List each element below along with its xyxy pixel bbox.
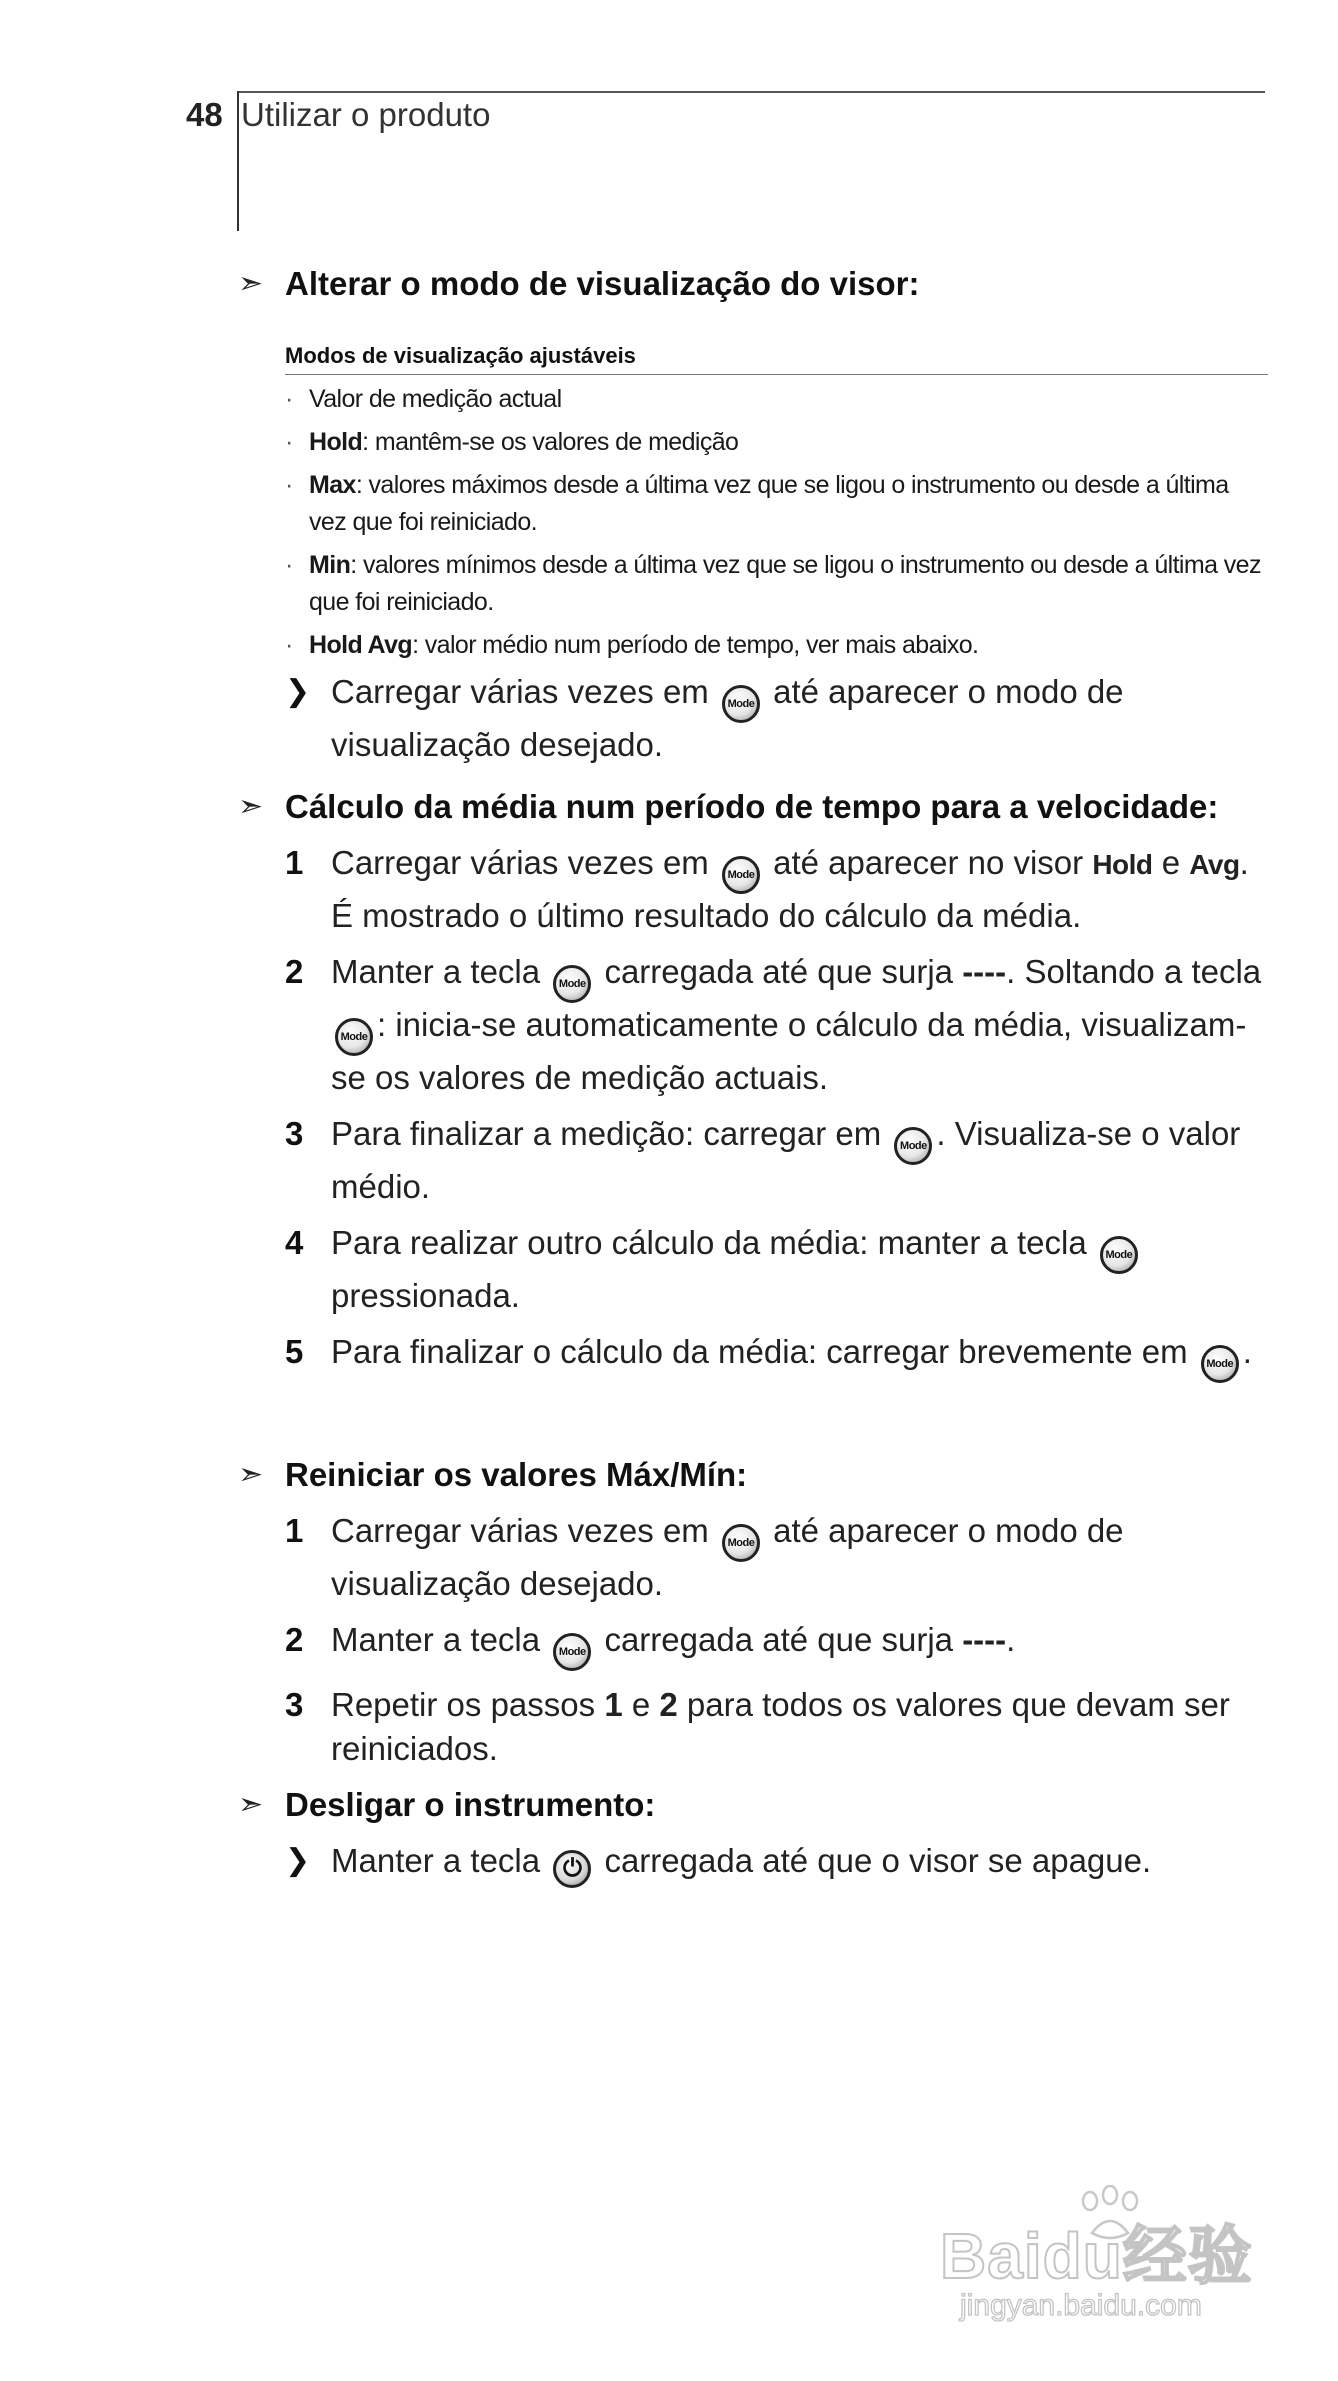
step-text: Manter a tecla (331, 953, 541, 990)
bullet: · (285, 551, 293, 579)
section-arrow-icon: ➣ (238, 1788, 264, 1821)
header-vertical-rule (237, 91, 239, 231)
list-item-text: : mantêm-se os valores de medição (362, 428, 739, 456)
step-number: 2 (285, 1621, 304, 1658)
watermark-logo-text: Baidu经验 (940, 2220, 1253, 2292)
step-text: . Visualiza-se o valor médio. (331, 1115, 1241, 1205)
display-label-avg: Avg (1189, 849, 1240, 880)
action-list (285, 1839, 1268, 1888)
step-text: . (1242, 1333, 1252, 1370)
section-arrow-icon: ➣ (238, 1458, 264, 1491)
step-text: . Soltando a tecla (1006, 953, 1262, 990)
step-ref: 1 (604, 1686, 623, 1723)
list-item (285, 547, 1268, 621)
steps-list (285, 1509, 1268, 1771)
step (285, 950, 1268, 1100)
step (285, 1112, 1268, 1209)
bullet: · (285, 631, 293, 659)
step-text: carregada até que o visor se apague. (604, 1842, 1152, 1879)
step-text: e (1161, 844, 1181, 881)
section-title-text: Desligar o instrumento: (285, 1786, 656, 1823)
list-item (285, 381, 1268, 418)
action-step (285, 1839, 1268, 1888)
list-item-term: Hold Avg (309, 631, 413, 659)
step-text: e (631, 1686, 651, 1723)
page-content (238, 262, 1268, 1900)
header-rule (237, 91, 1265, 93)
running-title: Utilizar o produto (241, 96, 491, 133)
step-ref: 2 (659, 1686, 678, 1723)
step (285, 1330, 1268, 1383)
step-text: Para realizar outro cálculo da média: manter a tecla (331, 1224, 1087, 1261)
step-text: Carregar várias vezes em (331, 673, 709, 710)
section-title-text: Cálculo da média num período de tempo para a velocidade: (285, 788, 1219, 825)
step-text: . (1006, 1621, 1016, 1658)
list-item-text: : valores mínimos desde a última vez que se ligou o instrumento ou desde a última vez que foi reiniciado. (309, 551, 1261, 616)
display-label-hold: Hold (1092, 849, 1153, 880)
section-arrow-icon: ➣ (238, 267, 264, 300)
list-item-text: : valor médio num período de tempo, ver mais abaixo. (412, 631, 979, 659)
bullet: · (285, 471, 293, 499)
baidu-watermark (940, 2185, 1270, 2335)
action-step (285, 670, 1268, 767)
mode-button-icon: Mode (1201, 1345, 1239, 1383)
section-title-text: Reiniciar os valores Máx/Mín: (285, 1456, 748, 1493)
mode-button-icon: Mode (894, 1127, 932, 1165)
mode-button-icon: Mode (1100, 1236, 1138, 1274)
watermark-url: jingyan.baidu.com (960, 2289, 1202, 2322)
step-number: 1 (285, 844, 304, 881)
step-text: Manter a tecla (331, 1621, 541, 1658)
step-number: 3 (285, 1115, 304, 1152)
bullet: · (285, 385, 293, 413)
list-item (285, 424, 1268, 461)
step (285, 1509, 1268, 1606)
step-text: pressionada. (331, 1277, 520, 1314)
list-item-text: Valor de medição actual (309, 385, 562, 413)
step-text: Para finalizar a medição: carregar em (331, 1115, 882, 1152)
chevron-icon: ❯ (285, 1844, 311, 1877)
list-item (285, 467, 1268, 541)
section-title-text: Alterar o modo de visualização do visor: (285, 265, 920, 302)
mode-button-icon: Mode (553, 1633, 591, 1671)
power-button-icon: ⏻ (553, 1850, 591, 1888)
list-item-text: : valores máximos desde a última vez que se ligou o instrumento ou desde a última vez que foi reiniciado. (309, 471, 1229, 536)
section-reset (238, 1453, 1268, 1771)
step-number: 1 (285, 1512, 304, 1549)
step-text: até aparecer o modo de visualização desejado. (331, 1512, 1124, 1602)
mode-button-icon: Mode (722, 1524, 760, 1562)
step (285, 1618, 1268, 1671)
step-text: Repetir os passos (331, 1686, 596, 1723)
step-text: Para finalizar o cálculo da média: carregar brevemente em (331, 1333, 1188, 1370)
action-list (285, 670, 1268, 767)
mode-button-icon: Mode (722, 856, 760, 894)
bullet: · (285, 428, 293, 456)
section-title (238, 1453, 1268, 1497)
step-number: 3 (285, 1686, 304, 1723)
section-title (238, 262, 1268, 306)
step (285, 841, 1268, 938)
step-text: : inicia-se automaticamente o cálculo da média, visualizam-se os valores de medição actuais. (331, 1006, 1247, 1096)
step-number: 5 (285, 1333, 304, 1370)
section-display-mode (238, 262, 1268, 767)
step-text: . É mostrado o último resultado do cálculo da média. (331, 844, 1249, 934)
list-item-term: Min (309, 551, 351, 579)
step-text: Carregar várias vezes em (331, 844, 709, 881)
step-text: carregada até que surja (604, 953, 954, 990)
section-power-off (238, 1783, 1268, 1888)
step (285, 1683, 1268, 1771)
section-arrow-icon: ➣ (238, 790, 264, 823)
table-header: Modos de visualização ajustáveis (285, 342, 1268, 375)
list-item (285, 627, 1268, 664)
step-text: até aparecer o modo de visualização desejado. (331, 673, 1124, 763)
step (285, 1221, 1268, 1318)
mode-button-icon: Mode (722, 685, 760, 723)
step-number: 2 (285, 953, 304, 990)
step-text: até aparecer no visor (773, 844, 1084, 881)
step-text: para todos os valores que devam ser reiniciados. (331, 1686, 1230, 1767)
step-number: 4 (285, 1224, 304, 1261)
dashes-display: ---- (962, 953, 1007, 990)
page-number: 48 (186, 96, 223, 133)
section-title (238, 1783, 1268, 1827)
dashes-display: ---- (962, 1621, 1007, 1658)
list-item-term: Hold (309, 428, 363, 456)
step-text: Manter a tecla (331, 1842, 541, 1879)
step-text: Carregar várias vezes em (331, 1512, 709, 1549)
display-mode-list (285, 381, 1268, 664)
mode-button-icon: Mode (553, 965, 591, 1003)
step-text: carregada até que surja (604, 1621, 954, 1658)
steps-list (285, 841, 1268, 1383)
chevron-icon: ❯ (285, 675, 311, 708)
list-item-term: Max (309, 471, 356, 499)
section-title (238, 785, 1268, 829)
mode-button-icon: Mode (335, 1018, 373, 1056)
section-time-average (238, 785, 1268, 1383)
